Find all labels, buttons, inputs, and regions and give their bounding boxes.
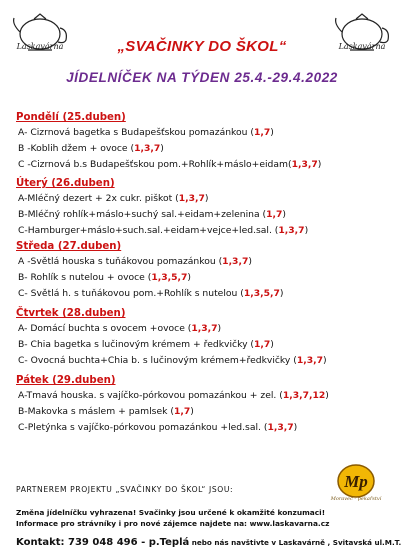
allergen-codes: 1,3,7 [278,225,305,236]
day-section-thursday [16,306,394,369]
menu-item: A-Mléčný dezert + 2x cukr. piškot (1,3,7) [18,193,209,204]
partner-label: PARTNEREM PROJEKTU „SVAČINKY DO ŠKOL“ JSOU: [16,485,234,494]
allergen-codes: 1,7 [173,406,191,417]
menu-item: B -Koblih džem + ovoce (1,3,7) [18,143,164,154]
week-title: JÍDELNÍČEK NA TÝDEN 25.4.-29.4.2022 [66,70,338,85]
menu-item: A- Domácí buchta s ovocem +ovoce (1,3,7) [18,323,222,334]
day-heading: Úterý (26.duben) [16,178,115,189]
moravec-logo-caption: Moravec - pekařství [330,496,382,502]
day-section-wednesday [16,239,394,302]
menu-item: C- Ovocná buchta+Chia b. s lučinovým krémem+ředkvičky (1,3,7) [18,355,327,366]
contact-line [16,530,401,549]
day-heading: Pátek (29.duben) [16,375,116,386]
day-section-monday [16,110,394,173]
footer-notice: Změna jídelníčku vyhrazena! Svačinky jsou určené k okamžité konzumaci! [16,508,326,517]
allergen-codes: 1,3,7 [134,143,161,154]
allergen-codes: 1,3,7 [291,159,318,170]
menu-item: C- Světlá h. s tuňákovou pom.+Rohlík s nutelou (1,3,5,7) [18,288,284,299]
allergen-codes: 1,3,7,12 [282,390,326,401]
menu-item: A- Cizrnová bagetka s Budapešťskou pomazánkou (1,7) [18,127,274,138]
allergen-codes: 1,3,7 [267,422,294,433]
menu-item: A -Světlá houska s tuňákovou pomazánkou (1,3,7) [18,256,252,267]
allergen-codes: 1,3,7 [296,355,324,366]
day-section-tuesday [16,176,394,239]
menu-item: B-Makovka s máslem + pamlsek (1,7) [18,406,194,417]
logo-wordmark: Laskavárna [16,42,64,51]
moravec-logo [336,463,376,499]
mp-mark: Mp [344,472,368,491]
mp-badge-icon [336,463,376,499]
menu-item: B- Rohlík s nutelou + ovoce (1,3,5,7) [18,272,191,283]
day-heading: Čtvrtek (28.duben) [16,308,126,319]
logo-wordmark: Laskavárna [338,42,386,51]
day-section-friday [16,373,394,436]
footer-notes [16,507,329,529]
menu-item: B-Mléčný rohlík+máslo+suchý sal.+eidam+zelenina (1,7) [18,209,286,220]
contact-phone: Kontakt: 739 048 496 - p.Teplá [16,537,190,548]
day-heading: Středa (27.duben) [16,241,122,252]
weekly-menu [16,110,394,436]
allergen-codes: 1,3,7 [178,193,205,204]
allergen-codes: 1,3,5,7 [243,288,280,299]
allergen-codes: 1,3,7 [222,256,249,267]
menu-item: B- Chia bagetka s lučinovým krémem + ředkvičky (1,7) [18,339,274,350]
allergen-codes: 1,3,5,7 [151,272,188,283]
project-title: „SVAČINKY DO ŠKOL“ [117,38,287,55]
allergen-codes: 1,7 [254,339,271,350]
allergen-codes: 1,3,7 [191,323,218,334]
menu-item: A-Tmavá houska. s vajíčko-pórkovou pomazánkou + zel. (1,3,7,12) [18,390,329,401]
menu-item: C-Hamburger+máslo+such.sal.+eidam+vejce+led.sal. (1,3,7) [18,225,309,236]
allergen-codes: 1,7 [266,209,283,220]
allergen-codes: 1,7 [253,127,271,138]
menu-item: C -Cizrnová b.s Budapešťskou pom.+Rohlík+máslo+eidam(1,3,7) [18,159,322,170]
contact-visit: nebo nás navštivte v Laskavárně , Svitavská ul.M.T. [189,538,402,547]
footer-info: Informace pro strávníky i pro nové zájemce najdete na: www.laskavarna.cz [16,519,330,528]
menu-item: C-Pletýnka s vajíčko-pórkovou pomazánkou +led.sal. (1,3,7) [18,422,298,433]
day-heading: Pondělí (25.duben) [16,112,126,123]
